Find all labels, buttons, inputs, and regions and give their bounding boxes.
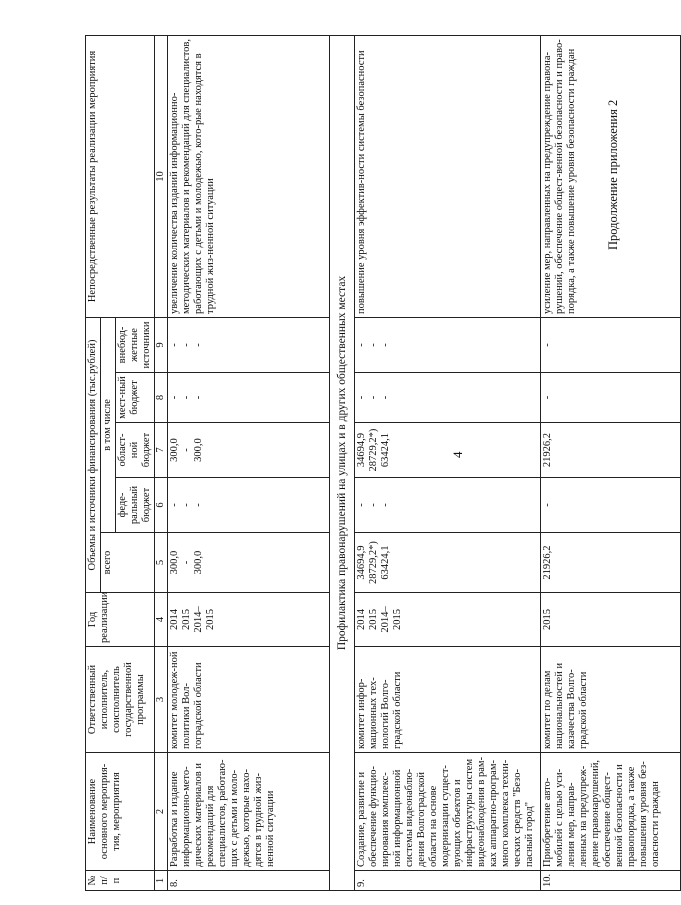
year: 2014 (356, 609, 367, 630)
measure-name: Разработка и издание информационно-мето-дических материалов и рекомендаций для специалистов, работаю-щих с детьми и моло-дежью, которые нахо-дятся в трудной жиз-ненной ситуации (168, 753, 330, 871)
value: - (193, 503, 204, 507)
col-num-header: № п/п (86, 871, 155, 891)
section-row (330, 35, 355, 890)
regional-cell (168, 423, 330, 478)
extra-cell (355, 317, 541, 372)
col-number: 5 (155, 533, 168, 593)
col-result-header: Непосредственные результаты реализации мероприятия (86, 35, 155, 317)
regional-header: област-ной бюджет (116, 423, 155, 478)
col-number: 4 (155, 593, 168, 647)
executor: комитет инфор-мационных тех-нологий Волго-градской области (355, 647, 541, 753)
result-cell: повышение уровня эффектив-ности системы безопасности (355, 35, 541, 317)
value: - (380, 503, 391, 507)
value: - (542, 343, 553, 347)
total-cell (541, 533, 681, 593)
value: 300,0 (193, 550, 204, 575)
value: - (368, 503, 379, 507)
value: 300,0 (169, 550, 180, 575)
table-row (541, 35, 681, 890)
value: - (181, 503, 192, 507)
local-cell (541, 373, 681, 423)
value: - (193, 395, 204, 400)
value: 21926,2 (542, 545, 553, 580)
year: 2015 (368, 609, 379, 630)
measure-name: Приобретение авто-мобилей с целью уси-ления мер, направ-ленных на предупреж-дение правонарушений, обеспечение общест-венной безопасности и правопорядка, а также повышения уровня без-опасности граждан (541, 753, 681, 871)
extra-cell (168, 317, 330, 372)
extra-header: внебюд-жетные источники (116, 317, 155, 372)
measure-name: Создание, развитие и обеспечение функцио-нирования комплекс-ной информационной системы видеонаблю-дения Волгоградской области на основе модернизации сущест-вующих объектов и инфраструктуры систем видеонаблюдения в рам-ках аппаратно-програм-много комплекса техни-ческих средств "Безо-пасный город" (355, 753, 541, 871)
col-number: 8 (155, 373, 168, 423)
col-name-header: Наименование основного мероприя-тия, мероприятия (86, 753, 155, 871)
appendix-continuation: Продолжение приложения 2 (606, 99, 620, 250)
incl-header: в том числе (101, 317, 116, 532)
value: 63424,1 (380, 545, 391, 580)
year: 2014 (169, 609, 180, 630)
value: - (181, 560, 192, 565)
local-cell (355, 373, 541, 423)
value: 28729,2*) (368, 541, 379, 584)
col-number: 10 (155, 35, 168, 317)
value: - (356, 395, 367, 400)
col-number: 6 (155, 478, 168, 533)
year: 2014–2015 (193, 606, 216, 633)
page-number: 4 (450, 451, 465, 458)
extra-cell (541, 317, 681, 372)
years-cell (541, 593, 681, 647)
value: - (169, 343, 180, 347)
year: 2015 (181, 609, 192, 630)
result-cell: усиление мер, направленных на предупреждение правона-рушений, обеспечение общест-венной безопасности и право-порядка, а также повышение уровня безопасности граждан (541, 35, 681, 317)
value: - (368, 395, 379, 400)
value: - (380, 395, 391, 400)
total-cell (168, 533, 330, 593)
year: 2014–2015 (380, 606, 403, 633)
executor: комитет по делам национальностей и казачества Волго-градской области (541, 647, 681, 753)
result-cell: увеличение количества изданий информационно-методических материалов и рекомендаций для специалистов, работающих с детьми и молодежью, кото-рые находятся в трудной жиз-ненной ситуации (168, 35, 330, 317)
value: - (542, 503, 553, 507)
local-header: мест-ный бюджет (116, 373, 155, 423)
row-number: 10. (541, 871, 681, 891)
value: - (356, 343, 367, 347)
total-cell (355, 533, 541, 593)
years-cell (168, 593, 330, 647)
year: 2015 (542, 609, 553, 630)
federal-cell (168, 478, 330, 533)
value: 300,0 (169, 438, 180, 462)
col-number: 2 (155, 753, 168, 871)
total-header: всего (101, 533, 155, 593)
row-number: 8. (168, 871, 330, 891)
executor: комитет молодеж-ной политики Вол-гоградской области (168, 647, 330, 753)
value: 21926,2 (542, 432, 553, 468)
federal-header: феде-ральный бюджет (116, 478, 155, 533)
value: - (181, 448, 192, 452)
value: 63424,1 (380, 432, 391, 468)
col-number: 7 (155, 423, 168, 478)
funding-header: Объемы и источники финансирования (тыс.рублей) (86, 317, 101, 592)
value: - (181, 343, 192, 347)
table-row (168, 35, 330, 890)
value: - (181, 395, 192, 400)
value: - (169, 503, 180, 507)
col-number: 1 (155, 871, 168, 891)
value: 34694,9 (356, 545, 367, 580)
col-executor-header: Ответственный исполнитель, соисполнитель государственной программы (86, 647, 155, 753)
regional-cell (355, 423, 541, 478)
value: - (380, 343, 391, 347)
value: - (169, 395, 180, 400)
federal-cell (355, 478, 541, 533)
row-number: 9. (355, 871, 541, 891)
program-table (85, 35, 681, 891)
column-numbers-row (155, 35, 168, 890)
section-title: Профилактика правонарушений на улицах и в других общественных местах (330, 35, 355, 890)
value: 28729,2*) (368, 428, 379, 472)
table-row (355, 35, 541, 890)
value: 300,0 (193, 438, 204, 462)
local-cell (168, 373, 330, 423)
years-cell (355, 593, 541, 647)
col-year-header: Год реализации (86, 593, 155, 647)
regional-cell (541, 423, 681, 478)
value: 34694,9 (356, 432, 367, 468)
value: - (356, 503, 367, 507)
col-number: 3 (155, 647, 168, 753)
value: - (193, 343, 204, 347)
federal-cell (541, 478, 681, 533)
value: - (542, 395, 553, 400)
col-number: 9 (155, 317, 168, 372)
value: - (368, 343, 379, 347)
